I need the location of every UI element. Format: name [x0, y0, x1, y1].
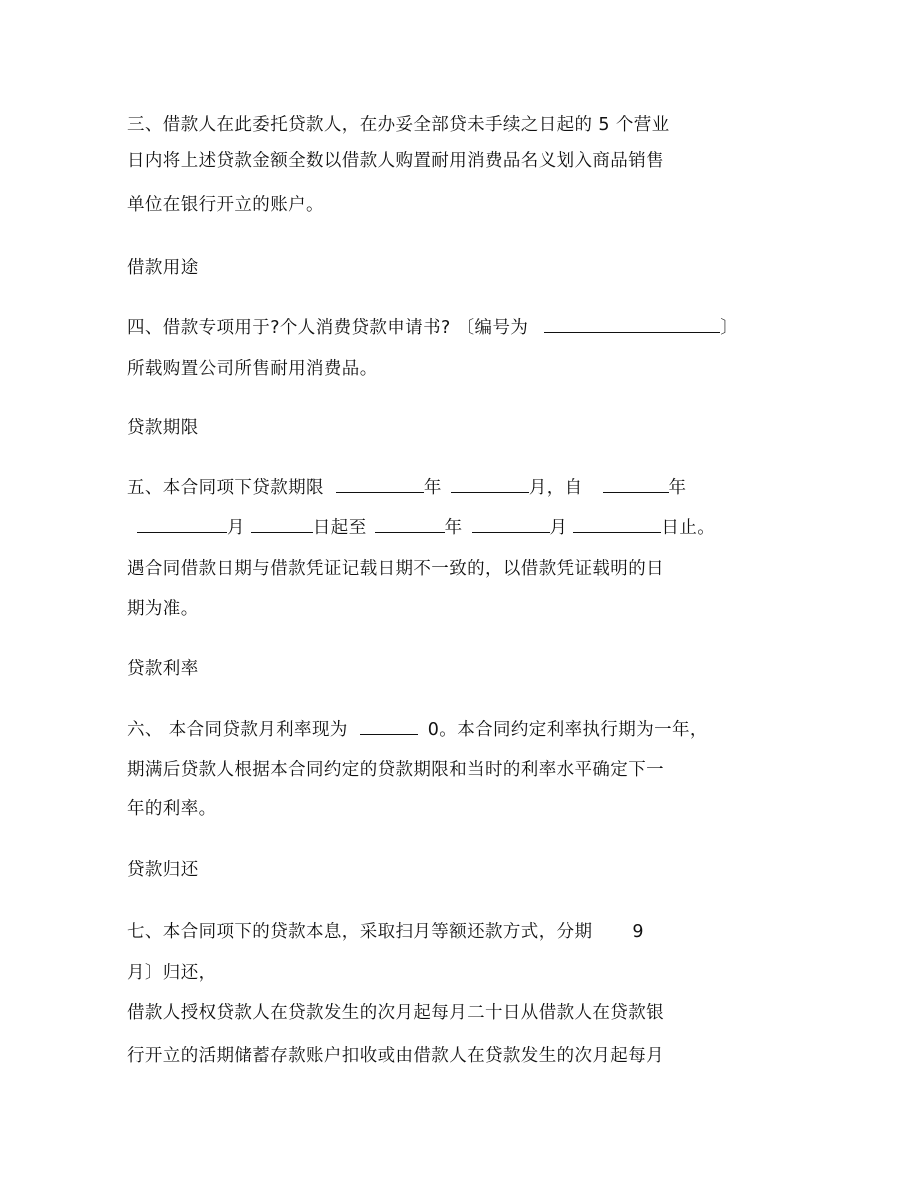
- label-end-month: 月: [549, 518, 568, 538]
- clause-6-line-3: 年的利率。: [127, 799, 217, 819]
- label-start-year: 年: [668, 478, 687, 498]
- heading-loan-term: 贷款期限: [127, 418, 199, 438]
- clause-5-line-3: 遇合同借款日期与借款凭证记载日期不一致的，以借款凭证载明的日: [127, 559, 664, 579]
- clause-4-bracket: 〕: [720, 318, 739, 338]
- end-day-blank[interactable]: [573, 516, 661, 533]
- clause-7-line-4: 行开立的活期储蓄存款账户扣收或由借款人在贷款发生的次月起每月: [127, 1046, 664, 1066]
- start-day-blank[interactable]: [251, 516, 313, 533]
- label-start-month: 月: [227, 518, 245, 538]
- clause-7-line-1: [127, 920, 644, 944]
- clause-7-text: 七、本合同项下的贷款本息，采取扫月等额还款方式，分期: [127, 922, 593, 942]
- clause-6-line-1: [127, 718, 708, 742]
- label-month-from: 月，自: [528, 478, 583, 498]
- installment-count: 9: [632, 922, 644, 942]
- end-year-blank[interactable]: [375, 516, 445, 533]
- clause-6-text: 六、 本合同贷款月利率现为: [127, 720, 348, 740]
- heading-loan-repayment: 贷款归还: [127, 860, 199, 880]
- clause-3-line-1: 三、借款人在此委托贷款人，在办妥全部贷未手续之日起的 5 个营业: [127, 115, 670, 135]
- clause-4-line-1: [127, 316, 738, 340]
- term-months-blank[interactable]: [451, 476, 529, 493]
- heading-loan-usage: 借款用途: [127, 258, 199, 278]
- end-month-blank[interactable]: [472, 516, 550, 533]
- clause-4-line-2: 所载购置公司所售耐用消费品。: [127, 359, 378, 379]
- label-year: 年: [423, 478, 442, 498]
- monthly-rate-blank[interactable]: [360, 718, 418, 735]
- label-end-day: 日止。: [661, 518, 716, 538]
- clause-6-line-2: 期满后贷款人根据本合同约定的贷款期限和当时的利率水平确定下一: [127, 760, 664, 780]
- term-years-blank[interactable]: [336, 476, 424, 493]
- clause-3-line-3: 单位在银行开立的账户。: [127, 195, 324, 215]
- clause-7-line-3: 借款人授权贷款人在贷款发生的次月起每月二十日从借款人在贷款银: [127, 1003, 664, 1023]
- start-month-blank[interactable]: [137, 516, 227, 533]
- clause-5-line-4: 期为准。: [127, 599, 199, 619]
- label-end-year: 年: [444, 518, 463, 538]
- clause-5-line-1: [127, 476, 686, 500]
- label-from-day: 日起至: [312, 518, 367, 538]
- clause-4-text: 四、借款专项用于?个人消费贷款申请书? 〔编号为: [127, 318, 529, 338]
- clause-7-line-2: 月〕归还，: [127, 963, 217, 983]
- clause-5-text: 五、本合同项下贷款期限: [127, 478, 324, 498]
- heading-loan-rate: 贷款利率: [127, 659, 199, 679]
- clause-3-line-2: 日内将上述贷款金额全数以借款人购置耐用消费品名义划入商品销售: [127, 151, 664, 171]
- clause-6-text-2: 0。本合同约定利率执行期为一年，: [427, 720, 708, 740]
- start-year-blank[interactable]: [603, 476, 669, 493]
- application-number-blank[interactable]: [544, 316, 720, 333]
- clause-5-line-2: [137, 516, 715, 540]
